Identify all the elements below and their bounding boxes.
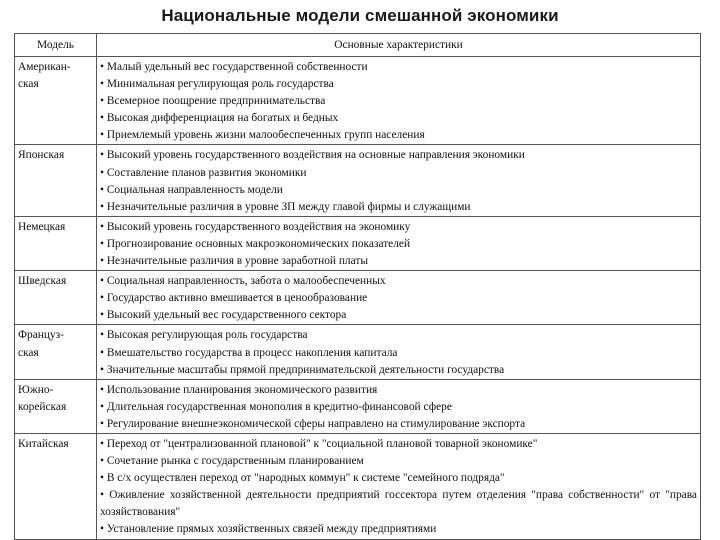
characteristic-item: • Оживление хозяйственной деятельности предприятий госсектора путем отделения "права собственности" от "права хозяйствования" [100, 489, 697, 519]
model-name-cell [15, 216, 97, 270]
characteristic-item: • Государство активно вмешивается в ценообразование [100, 292, 368, 305]
characteristic-item: • Высокий уровень государственного воздействия на экономику [100, 220, 411, 233]
model-name-cell [15, 325, 97, 379]
characteristic-item: • Социальная направленность, забота о малообеспеченных [100, 275, 386, 288]
characteristic-item: • Всемерное поощрение предпринимательства [100, 95, 326, 108]
model-name-cell [15, 379, 97, 433]
table-body [15, 57, 701, 540]
model-name: Американ- [18, 61, 71, 73]
characteristics-cell [97, 145, 701, 216]
table-row [15, 325, 701, 379]
characteristic-item: • Высокая дифференциация на богатых и бедных [100, 112, 339, 125]
characteristics-cell [97, 325, 701, 379]
header-characteristics: Основные характеристики [97, 34, 701, 57]
characteristic-item: • Использование планирования экономического развития [100, 383, 378, 396]
characteristic-item: • Незначительные различия в уровне ЗП между главой фирмы и служащими [100, 200, 471, 213]
characteristics-cell [97, 216, 701, 270]
characteristics-cell [97, 433, 701, 539]
characteristic-item: • Прогнозирование основных макроэкономических показателей [100, 237, 411, 250]
characteristics-cell [97, 57, 701, 145]
model-name: ская [18, 78, 39, 91]
model-name: Шведская [18, 275, 67, 288]
characteristic-item: • Минимальная регулирующая роль государства [100, 78, 334, 91]
table-row [15, 433, 701, 539]
model-name: Немецкая [18, 220, 66, 233]
characteristic-item: • Установление прямых хозяйственных связей между предприятиями [100, 523, 437, 536]
model-name-cell [15, 433, 97, 539]
characteristic-item: • Высокая регулирующая роль государства [100, 329, 308, 342]
characteristic-item: • Составление планов развития экономики [100, 166, 307, 179]
model-name: Японская [18, 149, 65, 162]
characteristic-item: • Переход от "централизованной плановой" к "социальной плановой товарной экономике" [100, 437, 538, 450]
characteristic-item: • Регулирование внешнеэкономической сферы направлено на стимулирование экспорта [100, 417, 526, 430]
model-name: Китайская [18, 437, 69, 450]
model-name: корейская [18, 400, 67, 413]
page-title: Национальные модели смешанной экономики [161, 6, 559, 25]
model-name: Француз- [18, 329, 64, 342]
characteristics-cell [97, 271, 701, 325]
characteristic-item: • Высокий удельный вес государственного сектора [100, 309, 347, 322]
models-table [14, 33, 701, 540]
characteristic-item: • Малый удельный вес государственной собственности [100, 61, 368, 73]
header-model: Модель [15, 34, 97, 57]
characteristic-item: • Приемлемый уровень жизни малообеспеченных групп населения [100, 129, 425, 142]
characteristic-item: • Высокий уровень государственного воздействия на основные направления экономики [100, 149, 525, 162]
characteristics-cell [97, 379, 701, 433]
characteristic-item: • В с/х осуществлен переход от "народных коммун" к системе "семейного подряда" [100, 472, 505, 485]
table-row [15, 271, 701, 325]
model-name-cell [15, 57, 97, 145]
characteristic-item: • Сочетание рынка с государственным планированием [100, 455, 364, 468]
model-name: Южно- [18, 383, 54, 396]
characteristic-item: • Значительные масштабы прямой предпринимательской деятельности государства [100, 363, 505, 376]
model-name: ская [18, 346, 39, 359]
characteristic-item: • Незначительные различия в уровне заработной платы [100, 255, 369, 268]
table-row [15, 145, 701, 216]
model-name-cell [15, 271, 97, 325]
characteristic-item: • Вмешательство государства в процесс накопления капитала [100, 346, 398, 359]
table-row [15, 379, 701, 433]
model-name-cell [15, 145, 97, 216]
table-header-row [15, 34, 701, 57]
table-row [15, 216, 701, 270]
characteristic-item: • Длительная государственная монополия в кредитно-финансовой сфере [100, 400, 452, 413]
table-row [15, 57, 701, 145]
characteristic-item: • Социальная направленность модели [100, 183, 283, 196]
